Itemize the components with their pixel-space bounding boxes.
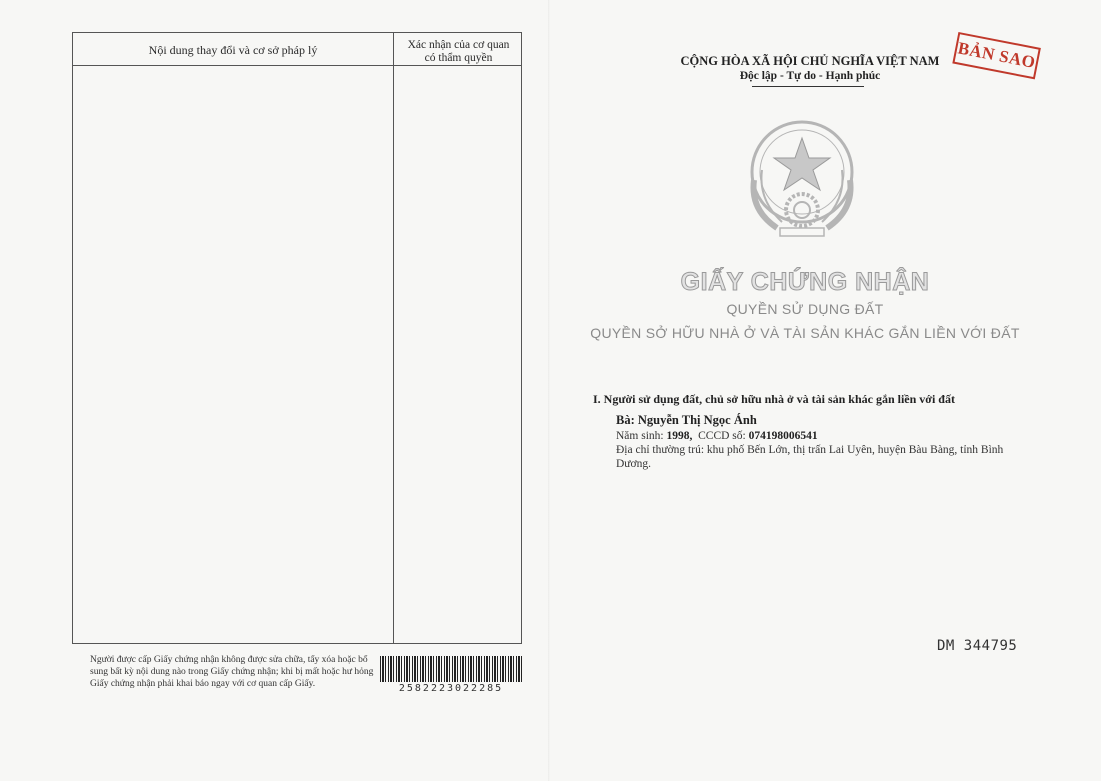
confirmation-column-header bbox=[394, 39, 523, 65]
warning-footnote: Người được cấp Giấy chứng nhận không được sửa chữa, tẩy xóa hoặc bổ sung bất kỳ nội dung nào trong Giấy chứng nhận; khi bị mất hoặc hư hỏng Giấy chứng nhận phải khai báo ngay với cơ quan cấp Giấy. bbox=[90, 655, 374, 689]
table-column-divider bbox=[393, 33, 394, 643]
barcode bbox=[380, 656, 522, 682]
section-owner-heading: I. Người sử dụng đất, chủ sở hữu nhà ở và tài sản khác gắn liền với đất bbox=[593, 392, 955, 406]
owner-name: Bà: Nguyễn Thị Ngọc Ánh bbox=[616, 413, 757, 427]
table-header-rule bbox=[73, 65, 521, 66]
serial-number: DM 344795 bbox=[937, 638, 1018, 654]
certificate-subtitle-house: QUYỀN SỞ HỮU NHÀ Ở VÀ TÀI SẢN KHÁC GẮN LIỀN VỚI ĐẤT bbox=[590, 325, 1020, 341]
birth-label: Năm sinh: bbox=[616, 430, 664, 442]
copy-stamp-box bbox=[952, 32, 1041, 79]
changes-column-header: Nội dung thay đổi và cơ sở pháp lý bbox=[148, 43, 318, 57]
national-emblem-icon bbox=[732, 110, 872, 245]
id-number: 074198006541 bbox=[748, 430, 818, 442]
owner-birth-id bbox=[616, 430, 1016, 442]
amendments-table bbox=[72, 32, 522, 644]
owner-address: Địa chỉ thường trú: khu phố Bến Lớn, thị trấn Lai Uyên, huyện Bàu Bàng, tỉnh Bình Dương. bbox=[616, 444, 1004, 470]
barcode-number: 2582223022285 bbox=[398, 683, 504, 694]
birth-year: 1998, bbox=[666, 430, 693, 442]
confirmation-header-line1: Xác nhận của cơ quan bbox=[407, 39, 510, 51]
page-fold bbox=[548, 0, 550, 781]
motto-underline bbox=[752, 86, 864, 87]
national-motto: Độc lập - Tự do - Hạnh phúc bbox=[739, 70, 881, 82]
certificate-title: GIẤY CHỨNG NHẬN bbox=[680, 268, 930, 296]
copy-stamp bbox=[951, 32, 1045, 86]
confirmation-header-line2: có thẩm quyền bbox=[424, 52, 493, 64]
certificate-subtitle-land: QUYỀN SỬ DỤNG ĐẤT bbox=[726, 301, 884, 317]
nation-name: CỘNG HÒA XÃ HỘI CHỦ NGHĨA VIỆT NAM bbox=[680, 54, 940, 68]
copy-stamp-text: BẢN SAO bbox=[956, 38, 1038, 73]
id-label: CCCD số: bbox=[698, 430, 746, 442]
